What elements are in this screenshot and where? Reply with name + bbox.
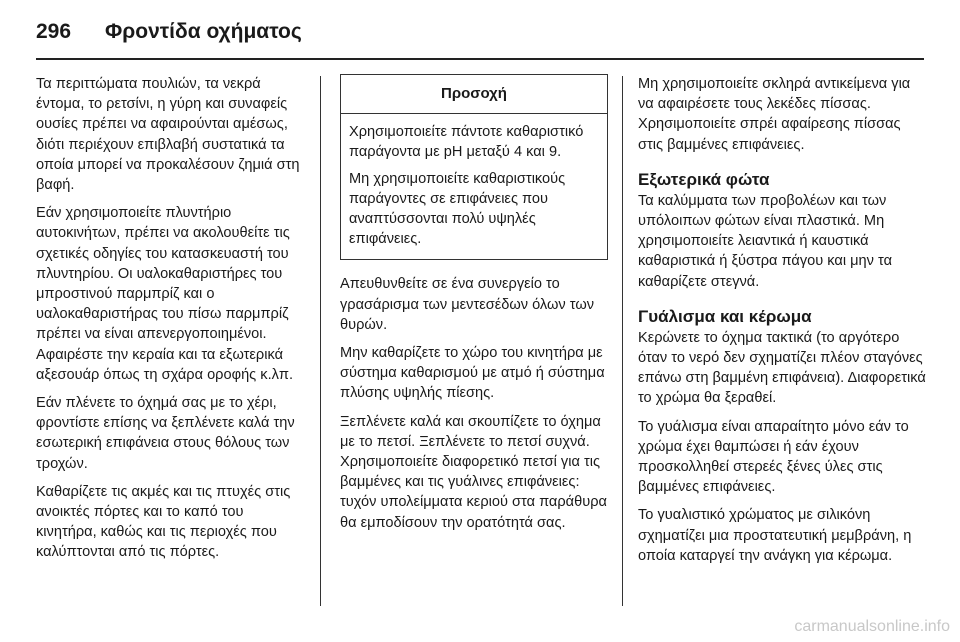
paragraph: Καθαρίζετε τις ακμές και τις πτυχές στις ανοικτές πόρτες και το καπό του κινητήρα, καθώς και τις περιοχές που καλύπτονται από τις πόρτες.	[36, 483, 291, 561]
column-3	[638, 74, 926, 574]
paragraph: Τα καλύμματα των προβολέων και των υπόλοιπων φώτων είναι πλαστικά. Μη χρησιμοποιείτε λειαντικά ή καυστικά καθαριστικά ή ξύστρα πάγου και μην τα καθαρίζετε στεγνά.	[638, 192, 893, 290]
caution-text: Μη χρησιμοποιείτε καθαριστικούς παράγοντες σε επιφάνειες που αναπτύσσονται πολύ υψηλές επιφάνειες.	[349, 170, 566, 248]
column-2	[340, 74, 608, 541]
section-heading-exterior-lights: Εξωτερικά φώτα	[638, 169, 770, 189]
caution-text: Χρησιμοποιείτε πάντοτε καθαριστικό παράγοντα με pH μεταξύ 4 και 9.	[349, 124, 584, 161]
paragraph: Εάν χρησιμοποιείτε πλυντήριο αυτοκινήτων, πρέπει να ακολουθείτε τις σχετικές οδηγίες του κατασκευαστή του πλυντηρίου. Οι υαλοκαθαριστήρες του μπροστινού παρμπρίζ και ο υαλοκαθαριστήρας του πίσω παρμπρίζ πρέπει να είναι απενεργοποιημένοι. Αφαιρέστε την κεραία και τα εξωτερικά αξεσουάρ όπως τη σχάρα οροφής κ.λπ.	[36, 205, 294, 383]
paragraph: Ξεπλένετε καλά και σκουπίζετε το όχημα με το πετσί. Ξεπλένετε το πετσί συχνά. Χρησιμοποιείτε διαφορετικό πετσί για τις βαμμένες και τις γυάλινες επιφάνειες: τυχόν υπολείμματα κεριού στα παράθυρα θα εμποδίσουν την ορατότητά σας.	[340, 413, 607, 531]
paragraph: Το γυαλιστικό χρώματος με σιλικόνη σχηματίζει μια προστατευτική μεμβράνη, η οποία καταργεί την ανάγκη για κέρωμα.	[638, 507, 912, 564]
watermark: carmanualsonline.info	[794, 618, 950, 635]
column-1	[36, 74, 304, 571]
section-heading-polishing-waxing: Γυάλισμα και κέρωμα	[638, 306, 812, 326]
paragraph: Απευθυνθείτε σε ένα συνεργείο το γρασάρισμα των μεντεσέδων όλων των θυρών.	[340, 276, 595, 333]
page-title: Φροντίδα οχήματος	[105, 20, 302, 43]
paragraph: Τα περιττώματα πουλιών, τα νεκρά έντομα, το ρετσίνι, η γύρη και συναφείς ουσίες πρέπει να αφαιρούνται αμέσως, διότι περιέχουν επιβλαβή συστατικά τα οποία μπορεί να προκαλέσουν ζημιά στη βαφή.	[36, 76, 300, 194]
header-rule	[36, 58, 924, 60]
column-divider-1	[320, 76, 321, 606]
paragraph: Μη χρησιμοποιείτε σκληρά αντικείμενα για να αφαιρέσετε τους λεκέδες πίσσας. Χρησιμοποιείτε σπρέι αφαίρεσης πίσσας στις βαμμένες επιφάνειες.	[638, 76, 911, 153]
page-header	[36, 14, 924, 50]
caution-title: Προσοχή	[341, 75, 607, 114]
caution-box	[340, 74, 608, 260]
page-number: 296	[36, 20, 72, 43]
caution-body	[341, 114, 607, 259]
column-divider-2	[622, 76, 623, 606]
paragraph: Κερώνετε το όχημα τακτικά (το αργότερο όταν το νερό δεν σχηματίζει πλέον σταγόνες επάνω στη βαμμένη επιφάνεια). Διαφορετικά το χρώμα θα ξεραθεί.	[638, 329, 926, 407]
paragraph: Μην καθαρίζετε το χώρο του κινητήρα με σύστημα καθαρισμού με ατμό ή σύστημα πλύσης υψηλής πίεσης.	[340, 345, 605, 402]
paragraph: Εάν πλένετε το όχημά σας με το χέρι, φροντίστε επίσης να ξεπλένετε καλά την εσωτερική επιφάνεια στους θόλους των τροχών.	[36, 395, 295, 472]
paragraph: Το γυάλισμα είναι απαραίτητο μόνο εάν το χρώμα έχει θαμπώσει ή εάν έχουν προσκολληθεί στερεές ξένες ύλες στις βαμμένες επιφάνειες.	[638, 418, 909, 496]
